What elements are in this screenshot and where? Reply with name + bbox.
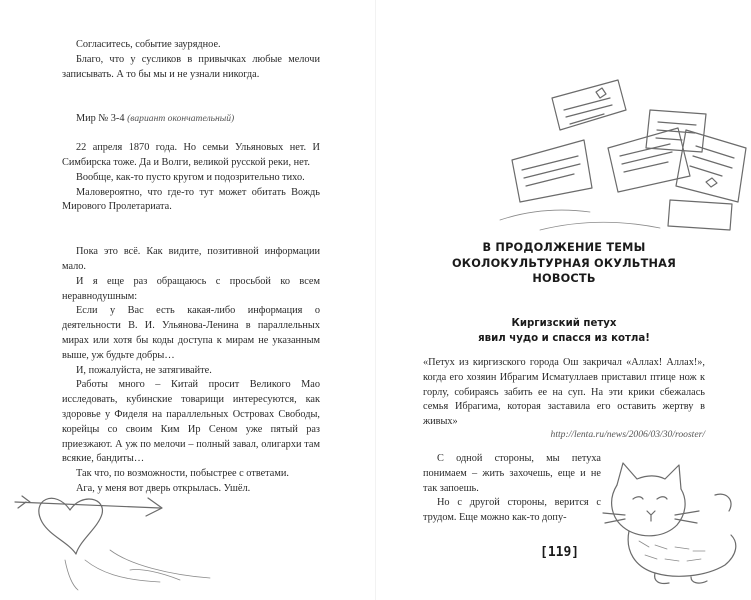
heading-line: В ПРОДОЛЖЕНИЕ ТЕМЫ: [482, 241, 646, 254]
heading-line: ОКОЛОКУЛЬТУРНАЯ ОКУЛЬТНАЯ: [451, 256, 677, 270]
paragraph: Согласитесь, событие заурядное.: [76, 39, 221, 50]
letters-illustration: [500, 70, 751, 240]
paragraph: Благо, что у сусликов в привычках любые мелочи записывать. А то бы мы и не узнали никогда.: [62, 53, 320, 80]
paragraph: 22 апреля 1870 года. Но семьи Ульяновых нет. И Симбирска тоже. Да и Волги, великой русской реки, нет.: [62, 142, 320, 168]
left-page-text: [62, 38, 320, 497]
paragraph: Вообще, как-то пусто кругом и подозрительно тихо.: [76, 171, 305, 183]
paragraph: Так что, по возможности, побыстрее с ответами.: [76, 468, 289, 480]
paragraph: Но с другой стороны, верится с трудом. Еще можно как-то допу-: [423, 497, 601, 524]
cat-illustration: [595, 455, 745, 590]
news-subheading: [423, 317, 705, 346]
source-link: http://lenta.ru/news/2006/03/30/rooster/: [550, 429, 705, 440]
subheading-line: Киргизский петух: [511, 318, 617, 329]
world-heading: [62, 112, 320, 127]
heart-arrow-illustration: [10, 480, 240, 595]
subheading-line: явил чудо и спасся из котла!: [478, 332, 650, 344]
page-gutter: [375, 0, 376, 600]
section-heading: [423, 240, 705, 287]
world-heading-title: Мир № 3-4: [76, 113, 125, 125]
paragraph: Пока это всё. Как видите, позитивной информации мало.: [62, 246, 320, 272]
paragraph: И, пожалуйста, не затягивайте.: [76, 364, 212, 376]
paragraph: Работы много – Китай просит Великого Мао исследовать, кубинские товарищи интересуются, как здоровье у Фиделя на параллельных Островах Свободы, корейцы со своим Ким Ир Сеном уже пятый раз приезжают. А уж по мелочи – полный завал, олигархи там всякие, бандиты…: [62, 379, 320, 465]
world-heading-note: (вариант окончательный): [127, 113, 235, 125]
paragraph: С одной стороны, мы петуха понимаем – жить захочешь, еще и не так запоешь.: [423, 453, 601, 494]
paragraph: Маловероятно, что где-то тут может обитать Вождь Мирового Пролетариата.: [62, 186, 320, 213]
page-number: [119]: [540, 545, 580, 560]
paragraph: И я еще раз обращаюсь с просьбой ко всем неравнодушным:: [62, 275, 320, 302]
quote-text: «Петух из киргизского города Ош закричал «Аллах! Аллах!», когда его хозяин Ибрагим Исматуллаев приставил птице нож к горлу, собираясь забить ее на суп. На эти крики сбежалась семья Ибрагима, которая заставила его оставить жертву в живых»: [423, 357, 705, 428]
paragraph: Ага, у меня вот дверь открылась. Ушёл.: [76, 482, 251, 494]
paragraph: Если у Вас есть какая-либо информация о деятельности В. И. Ульянова-Ленина в параллельных мирах или хотя бы коды доступа к мирам не указанным выше, уж будьте добры…: [62, 305, 320, 361]
heading-line: НОВОСТЬ: [532, 272, 596, 285]
news-quote: [423, 356, 705, 430]
right-page-text: [423, 452, 601, 526]
